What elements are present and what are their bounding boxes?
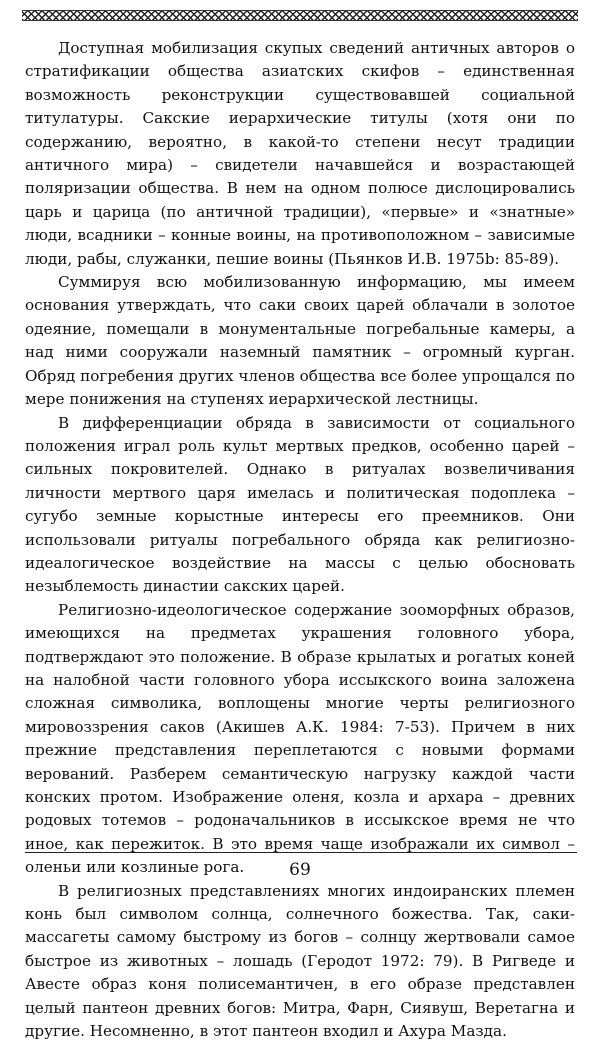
paragraph-5: В религиозных представлениях многих индоиранских племен конь был символом солнца, солнечного божества. Так, саки-массагеты самому быстрому из богов – солнцу жертвовали самое быстрое из животных – лошадь (Геродот 1972: 79). В Ригведе и Авесте образ коня полисемантичен, в его образе представлен целый пантеон древних богов: Митра, Фарн, Сиявуш, Веретагна и другие. Несомненно, в этот пантеон входил и Ахура Мазда.	[25, 881, 575, 1041]
paragraph-4: Религиозно-идеологическое содержание зооморфных образов, имеющихся на предметах украшения головного убора, подтверждают это положение. В образе крылатых и рогатых коней на налобной части головного убора иссыкского воина заложена сложная символика, воплощены многие черты религиозного мировоззрения саков (Акишев А.К. 1984: 7-53). Причем в них прежние представления переплетаются с новыми формами верований. Разберем семантическую нагрузку каждой части конских протом. Изображение оленя, козла и архара – древних родовых тотемов – родоначальников в иссыкское время не что иное, как пережиток. В это время чаще изображали их символ – оленьи или козлиные рога.	[25, 600, 575, 877]
page-number: 69	[289, 860, 311, 880]
paragraph-3: В дифференциации обряда в зависимости от социального положения играл роль культ мертвых предков, особенно царей – сильных покровителей. Однако в ритуалах возвеличивания личности мертвого царя имелась и политическая подоплека – сугубо земные корыстные интересы его преемников. Они использовали ритуалы погребального обряда как религиозно-идеалогическое воздействие на массы с целью обосновать незыблемость династии сакских царей.	[25, 413, 575, 596]
paragraph-2: Суммируя всю мобилизованную информацию, мы имеем основания утверждать, что саки своих царей облачали в золотое одеяние, помещали в монументальные погребальные камеры, а над ними сооружали наземный памятник – огромный курган. Обряд погребения других членов общества все более упрощался по мере понижения на ступенях иерархической лестницы.	[25, 273, 575, 409]
paragraph-1: Доступная мобилизация скупых сведений античных авторов о стратификации общества азиатских скифов – единственная возможность реконструкции существовавшей социальной титулатуры. Сакские иерархические титулы (хотя они по содержанию, вероятно, в какой-то степени несут традиции античного мира) – свидетели начавшейся и возрастающей поляризации общества. В нем на одном полюсе дислоцировались царь и царица (по античной традиции), «первые» и «знатные» люди, всадники – конные воины, на противоположном – зависимые люди, рабы, служанки, пешие воины (Пьянков И.В. 1975b: 85-89).	[25, 39, 575, 268]
header-ornament	[22, 10, 578, 21]
page-body	[25, 37, 575, 1043]
footer-rule	[25, 852, 577, 853]
